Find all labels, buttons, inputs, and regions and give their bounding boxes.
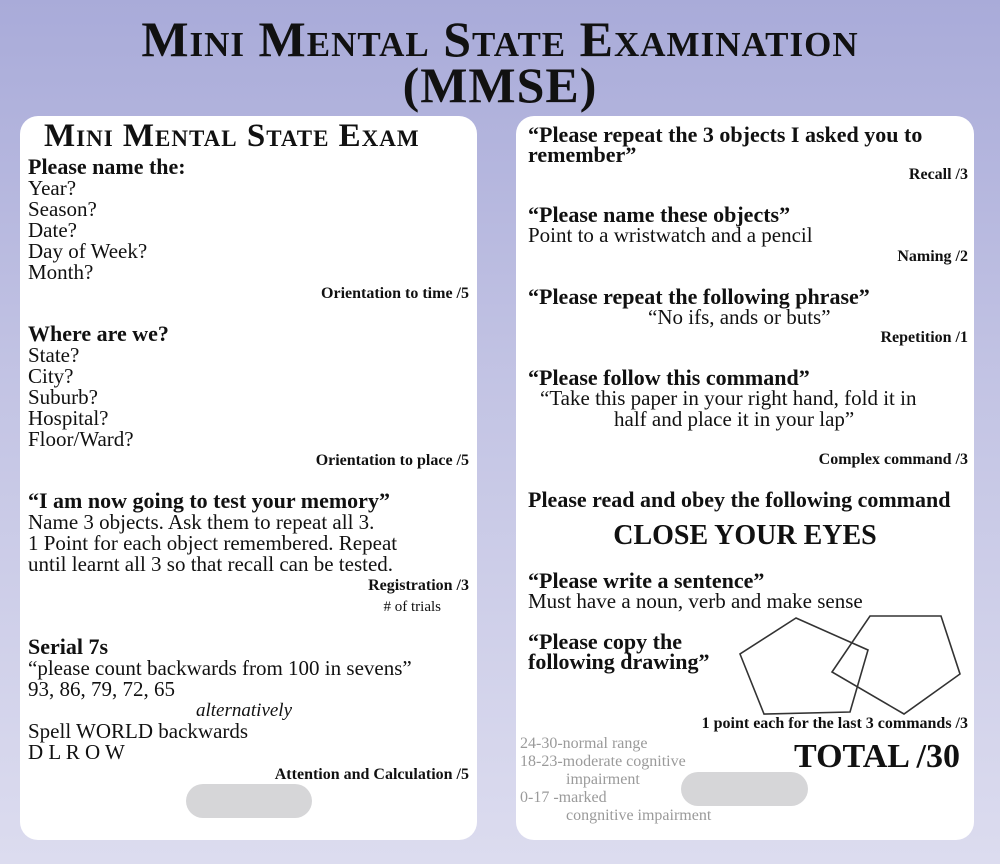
- complex-command-score: Complex command /3: [818, 451, 968, 468]
- command-question: “Please follow this command”: [528, 365, 810, 390]
- command-text-cont: half and place it in your lap”: [614, 407, 855, 431]
- orientation-place-score: Orientation to place /5: [315, 452, 469, 469]
- attention-score: Attention and Calculation /5: [274, 766, 469, 783]
- memory-line: until learnt all 3 so that recall can be tested.: [28, 552, 394, 576]
- list-item: Day of Week?: [28, 239, 148, 263]
- trials-label: # of trials: [383, 599, 441, 615]
- recall-score: Recall /3: [908, 166, 968, 183]
- score-range-moderate: 18-23-moderate cognitive: [520, 753, 686, 770]
- recall-question-cont: remember”: [528, 142, 637, 167]
- score-range-moderate-cont: impairment: [566, 771, 640, 788]
- list-item: Date?: [28, 218, 77, 242]
- naming-score: Naming /2: [897, 248, 968, 265]
- score-range-marked: 0-17 -marked: [520, 789, 607, 806]
- memory-question: “I am now going to test your memory”: [28, 488, 390, 513]
- list-item: City?: [28, 364, 74, 388]
- copy-drawing-question: “Please copy the: [528, 629, 682, 654]
- pentagon-right: [832, 616, 960, 714]
- orientation-time-score: Orientation to time /5: [321, 285, 469, 302]
- right-card: [516, 116, 974, 840]
- naming-instruction: Point to a wristwatch and a pencil: [528, 223, 813, 247]
- intersecting-pentagons-drawing: [736, 610, 968, 720]
- redaction-box: [186, 784, 312, 818]
- alternatively-label: alternatively: [196, 700, 293, 721]
- close-your-eyes-text: CLOSE YOUR EYES: [613, 520, 877, 551]
- list-item: Hospital?: [28, 406, 109, 430]
- naming-question: “Please name these objects”: [528, 202, 791, 227]
- registration-score: Registration /3: [368, 577, 469, 594]
- repetition-score: Repetition /1: [880, 329, 968, 346]
- list-item: State?: [28, 343, 80, 367]
- score-range-marked-cont: congnitive impairment: [566, 807, 712, 824]
- card-heading: Mini Mental State Exam: [44, 118, 420, 154]
- serial-sevens-answers: 93, 86, 79, 72, 65: [28, 677, 175, 701]
- read-command-question: Please read and obey the following command: [528, 487, 951, 512]
- left-card: [20, 116, 477, 840]
- memory-line: Name 3 objects. Ask them to repeat all 3.: [28, 510, 375, 534]
- write-sentence-instruction: Must have a noun, verb and make sense: [528, 589, 863, 613]
- page-title: Mini Mental State Examination: [141, 11, 859, 67]
- repetition-question: “Please repeat the following phrase”: [528, 284, 870, 309]
- redaction-box: [681, 772, 808, 806]
- list-item: Suburb?: [28, 385, 98, 409]
- last-three-commands-score: 1 point each for the last 3 commands /3: [701, 715, 968, 732]
- page-subtitle: (MMSE): [402, 57, 598, 113]
- dlrow-answer: D L R O W: [28, 740, 125, 764]
- memory-line: 1 Point for each object remembered. Repeat: [28, 531, 398, 555]
- list-item: Season?: [28, 197, 97, 221]
- orientation-place-question: Where are we?: [28, 321, 169, 346]
- list-item: Year?: [28, 176, 77, 200]
- command-text: “Take this paper in your right hand, fold it in: [540, 386, 917, 410]
- repetition-phrase: “No ifs, ands or buts”: [648, 305, 831, 329]
- score-range-normal: 24-30-normal range: [520, 735, 648, 752]
- orientation-time-question: Please name the:: [28, 154, 186, 179]
- list-item: Floor/Ward?: [28, 427, 134, 451]
- list-item: Month?: [28, 260, 94, 284]
- write-sentence-question: “Please write a sentence”: [528, 568, 765, 593]
- pentagon-left: [740, 618, 868, 714]
- total-score: TOTAL /30: [794, 738, 960, 775]
- serial-sevens-instruction: “please count backwards from 100 in sevens”: [28, 656, 412, 680]
- spell-world-instruction: Spell WORLD backwards: [28, 719, 249, 743]
- serial-sevens-heading: Serial 7s: [28, 634, 109, 659]
- copy-drawing-question-cont: following drawing”: [528, 649, 710, 674]
- recall-question: “Please repeat the 3 objects I asked you to: [528, 122, 923, 147]
